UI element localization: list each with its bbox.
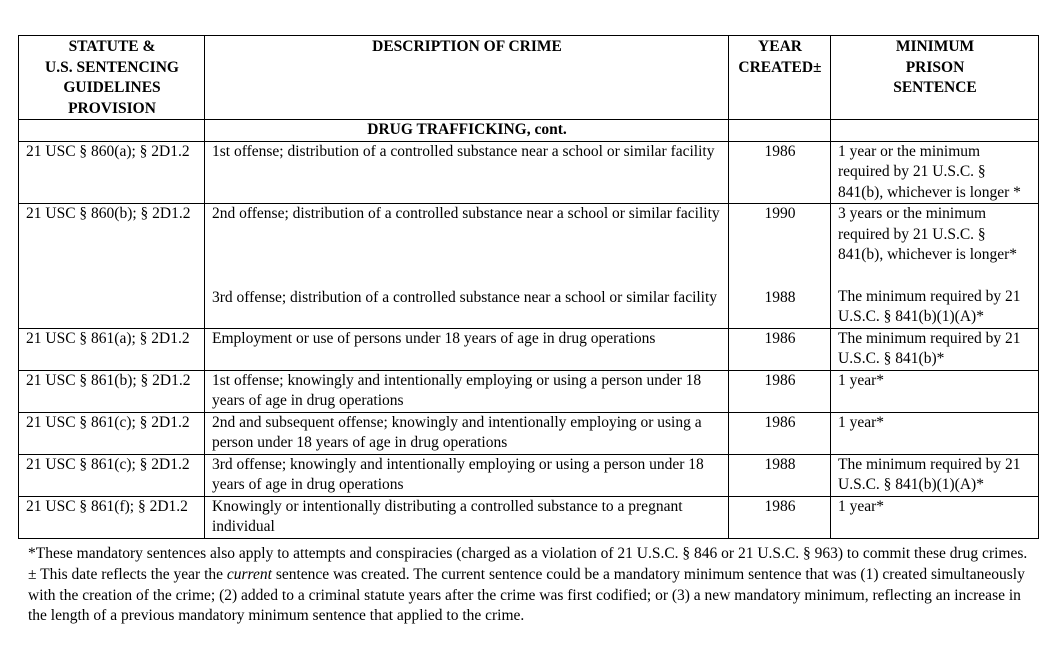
entry-spacer [212, 267, 722, 288]
description-cell: 3rd offense; knowingly and intentionally employing or using a person under 18 years of age in drug operations [205, 454, 729, 496]
statute-cell: 21 USC § 861(b); § 2D1.2 [19, 370, 205, 412]
year-cell: 1986 [729, 496, 831, 538]
statute-cell: 21 USC § 860(a); § 2D1.2 [19, 141, 205, 204]
minimum-entry: The minimum required by 21 U.S.C. § 841(b)(1)(A)* [838, 287, 1021, 325]
entry-spacer [736, 225, 824, 246]
footnotes [28, 544, 1038, 627]
table-row [19, 412, 1039, 454]
table-row [19, 496, 1039, 538]
section-empty-cell [831, 120, 1039, 142]
description-cell: 2nd and subsequent offense; knowingly and intentionally employing or using a person under 18 years of age in drug operations [205, 412, 729, 454]
description-cell [205, 204, 729, 329]
section-label: DRUG TRAFFICKING, cont. [205, 120, 729, 142]
table-row [19, 141, 1039, 204]
minimum-sentence-cell: 1 year* [831, 370, 1039, 412]
entry-spacer [212, 246, 722, 267]
table-row [19, 328, 1039, 370]
minimum-entry: 3 years or the minimum required by 21 U.S.C. § 841(b), whichever is longer* [838, 205, 1018, 263]
description-cell: Knowingly or intentionally distributing a controlled substance to a pregnant individual [205, 496, 729, 538]
header-statute [19, 36, 205, 120]
minimum-sentence-cell: 1 year* [831, 412, 1039, 454]
plusminus-footnote-text: sentence was created. The current sentence could be a mandatory minimum sentence that was (1) created simultaneously with the creation of the crime; (2) added to a criminal statute years after the crime was first codified; or (3) a new mandatory minimum, reflecting an increase in the length of a previous mandatory minimum sentence that applied to the crime. [28, 565, 1025, 625]
minimum-sentence-cell: The minimum required by 21 U.S.C. § 841(b)(1)(A)* [831, 454, 1039, 496]
year-entry: 1988 [764, 288, 796, 306]
statute-cell: 21 USC § 861(f); § 2D1.2 [19, 496, 205, 538]
year-cell: 1986 [729, 412, 831, 454]
year-cell: 1986 [729, 328, 831, 370]
statute-cell: 21 USC § 860(b); § 2D1.2 [19, 204, 205, 329]
table-header-row [19, 36, 1039, 120]
plusminus-footnote-text: ± This date reflects the year the [28, 565, 227, 583]
section-empty-cell [729, 120, 831, 142]
section-row [19, 120, 1039, 142]
year-cell: 1986 [729, 370, 831, 412]
entry-spacer [212, 225, 722, 246]
description-cell: 1st offense; knowingly and intentionally employing or using a person under 18 years of age in drug operations [205, 370, 729, 412]
entry-spacer [838, 266, 1032, 287]
header-minimum-line: SENTENCE [893, 79, 977, 96]
asterisk-footnote: *These mandatory sentences also apply to attempts and conspiracies (charged as a violation of 21 U.S.C. § 846 or 21 U.S.C. § 963) to commit these drug crimes. [28, 545, 1028, 562]
minimum-sentence-cell: 1 year or the minimum required by 21 U.S.C. § 841(b), whichever is longer * [831, 141, 1039, 204]
statute-cell: 21 USC § 861(a); § 2D1.2 [19, 328, 205, 370]
header-description: DESCRIPTION OF CRIME [205, 36, 729, 120]
plusminus-footnote-emphasis: current [226, 565, 272, 583]
header-statute-line: STATUTE & [68, 38, 156, 55]
year-entry: 1990 [764, 205, 796, 222]
entry-spacer [736, 267, 824, 288]
header-minimum-line: MINIMUM [895, 38, 975, 55]
year-cell [729, 204, 831, 329]
header-year-line: YEAR [758, 38, 802, 55]
header-statute-line: GUIDELINES [63, 79, 161, 96]
entry-spacer [736, 246, 824, 267]
table-row [19, 370, 1039, 412]
header-minimum-line: PRISON [905, 58, 965, 76]
year-cell: 1986 [729, 141, 831, 204]
table-row [19, 454, 1039, 496]
plusminus-footnote [28, 565, 1038, 627]
statute-cell: 21 USC § 861(c); § 2D1.2 [19, 454, 205, 496]
table-row [19, 204, 1039, 329]
header-year [729, 36, 831, 120]
mandatory-minimum-table [18, 35, 1039, 539]
header-minimum [831, 36, 1039, 120]
description-cell: 1st offense; distribution of a controlled substance near a school or similar facility [205, 141, 729, 204]
statute-cell: 21 USC § 861(c); § 2D1.2 [19, 412, 205, 454]
header-statute-line: PROVISION [68, 99, 156, 117]
description-entry: 2nd offense; distribution of a controlled substance near a school or similar facility [212, 205, 720, 222]
year-cell: 1988 [729, 454, 831, 496]
minimum-sentence-cell [831, 204, 1039, 329]
description-entry: 3rd offense; distribution of a controlled substance near a school or similar facility [212, 288, 718, 306]
section-empty-cell [19, 120, 205, 142]
header-year-line: CREATED± [738, 58, 822, 76]
minimum-sentence-cell: The minimum required by 21 U.S.C. § 841(b)* [831, 328, 1039, 370]
minimum-sentence-cell: 1 year* [831, 496, 1039, 538]
header-statute-line: U.S. SENTENCING [45, 58, 179, 76]
description-cell: Employment or use of persons under 18 years of age in drug operations [205, 328, 729, 370]
